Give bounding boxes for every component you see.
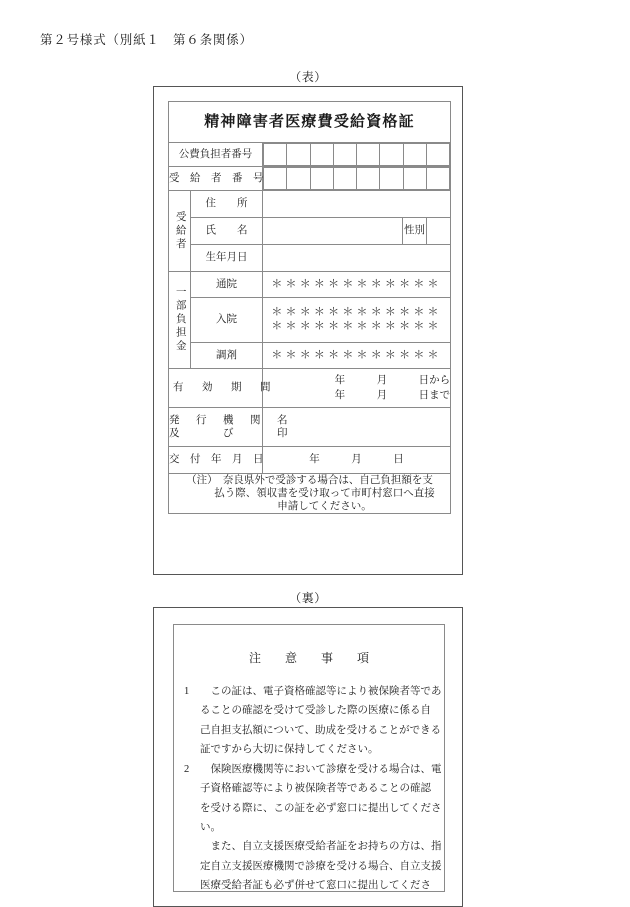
- copay-outpatient-row: [169, 272, 451, 298]
- public-payer-number-cells: [263, 143, 451, 167]
- birthdate-value[interactable]: [263, 245, 451, 272]
- front-note-marker: （注）: [186, 475, 213, 486]
- front-side-caption: （表）: [289, 70, 327, 84]
- front-note-row: [169, 474, 451, 514]
- name-value[interactable]: [263, 218, 403, 245]
- dispensing-label: 調剤: [191, 343, 263, 369]
- recipient-address-row: [169, 191, 451, 218]
- recipient-digit-cell[interactable]: [380, 168, 403, 190]
- issuer-label-line-1: 発 行 機 関 名: [169, 414, 291, 426]
- back-side-caption: （裏）: [289, 591, 327, 605]
- gender-value[interactable]: [427, 218, 451, 245]
- public-payer-digit-cell[interactable]: [380, 144, 403, 166]
- valid-period-value[interactable]: [263, 369, 451, 408]
- back-notice-title: 注 意 事 項: [248, 651, 375, 665]
- valid-period-label: 有 効 期 間: [169, 369, 263, 408]
- dispensing-value[interactable]: ＊＊＊＊＊＊＊＊＊＊＊＊: [263, 343, 451, 369]
- address-label: 住 所: [191, 191, 263, 218]
- front-note-line-3: 申請してください。: [277, 501, 372, 513]
- copay-inpatient-row: [169, 298, 451, 343]
- public-payer-digit-cell[interactable]: [287, 144, 310, 166]
- back-notice-item-1-number: 1: [184, 686, 190, 697]
- back-notice-item-2-extra-body: [200, 837, 442, 892]
- back-item-2-line-4: い。: [200, 821, 221, 833]
- name-label: 氏 名: [191, 218, 263, 245]
- recipient-name-row: [169, 218, 451, 245]
- address-value[interactable]: [263, 191, 451, 218]
- issuer-label-line-2: 及 び 印: [169, 428, 291, 439]
- gender-label: 性別: [403, 218, 427, 245]
- back-item-1-line-1: この証は、電子資格確認等により被保険者等であ: [200, 686, 442, 697]
- front-note-line-1: [169, 474, 450, 487]
- valid-period-to: 年 月 日まで: [334, 390, 451, 401]
- back-item-2-line-2: 子資格確認等により被保険者等であることの確認: [200, 783, 431, 795]
- valid-period-from: 年 月 日から: [334, 374, 451, 386]
- recipient-digit-cell[interactable]: [357, 168, 380, 190]
- form-number-heading: 第２号様式（別紙１ 第６条関係）: [40, 33, 253, 47]
- certificate-title: 精神障害者医療費受給資格証: [169, 102, 451, 143]
- back-notice-frame: [173, 624, 445, 892]
- outpatient-label: 通院: [191, 272, 263, 298]
- certificate-table: [168, 101, 451, 514]
- certificate-back-card: [153, 607, 463, 907]
- back-item-1-line-2: ることの確認を受けて受診した際の医療に係る自: [200, 705, 431, 717]
- issuer-row: [169, 408, 451, 447]
- back-item-2-extra-line-2: 定自立支援医療機関で診療を受ける場合、自立支援: [200, 860, 442, 872]
- public-payer-digit-cell[interactable]: [403, 144, 426, 166]
- front-note-text-1: 奈良県外で受診する場合は、自己負担額を支: [212, 475, 433, 486]
- back-item-1-line-4: 証ですから大切に保持してください。: [200, 744, 379, 756]
- issue-date-row: [169, 447, 451, 474]
- public-payer-number-row: [169, 143, 451, 167]
- recipient-number-cells: [263, 167, 451, 191]
- inpatient-label: 入院: [191, 298, 263, 343]
- recipient-digit-cell[interactable]: [264, 168, 287, 190]
- recipient-number-label: 受 給 者 番 号: [169, 167, 263, 191]
- public-payer-digit-cell[interactable]: [333, 144, 356, 166]
- recipient-birthdate-row: [169, 245, 451, 272]
- recipient-digit-cell[interactable]: [426, 168, 449, 190]
- outpatient-value[interactable]: ＊＊＊＊＊＊＊＊＊＊＊＊: [263, 272, 451, 298]
- back-notice-item-2: [184, 760, 442, 838]
- recipient-number-row: [169, 167, 451, 191]
- public-payer-digit-cell[interactable]: [426, 144, 449, 166]
- public-payer-number-label: 公費負担者番号: [169, 143, 263, 167]
- recipient-digit-cell[interactable]: [333, 168, 356, 190]
- inpatient-value-line-1: ＊＊＊＊＊＊＊＊＊＊＊＊: [271, 306, 442, 319]
- back-item-2-line-3: を受ける際に、この証を必ず窓口に提出してくださ: [200, 802, 442, 814]
- recipient-digit-cell[interactable]: [403, 168, 426, 190]
- valid-period-row: [169, 369, 451, 408]
- recipient-digit-cell[interactable]: [287, 168, 310, 190]
- title-row: [169, 102, 451, 143]
- back-notice-item-1-body: [200, 682, 442, 760]
- public-payer-digit-cell[interactable]: [264, 144, 287, 166]
- back-item-2-extra-line-3: 医療受給者証も必ず併せて窓口に提出してくださ: [200, 880, 431, 892]
- birthdate-label: 生年月日: [191, 245, 263, 272]
- front-note-line-2: 払う際、領収書を受け取って市町村窓口へ直接: [214, 488, 435, 500]
- recipient-group-label-text: 受給者: [174, 210, 186, 252]
- issue-date-label: 交 付 年 月 日: [169, 447, 263, 474]
- issuer-value[interactable]: [263, 408, 451, 447]
- inpatient-value-line-2: ＊＊＊＊＊＊＊＊＊＊＊＊: [271, 320, 442, 332]
- copay-group-label: [169, 272, 191, 369]
- copay-group-label-text: 一部負担金: [174, 286, 186, 354]
- back-notice-item-1: [184, 682, 442, 760]
- issue-date-value[interactable]: 年 月 日: [263, 447, 451, 474]
- public-payer-digit-cell[interactable]: [310, 144, 333, 166]
- recipient-group-label: [169, 191, 191, 272]
- back-notice-item-2-extra: [184, 837, 442, 892]
- front-note: [169, 474, 451, 514]
- issuer-label: [169, 408, 291, 447]
- back-item-2-extra-line-1: また、自立支援医療受給者証をお持ちの方は、指: [200, 841, 442, 853]
- inpatient-value[interactable]: [263, 298, 451, 343]
- back-notice-item-2-number: 2: [184, 763, 190, 775]
- certificate-front-card: [153, 86, 463, 575]
- copay-dispensing-row: [169, 343, 451, 369]
- public-payer-digit-cell[interactable]: [357, 144, 380, 166]
- recipient-digit-cell[interactable]: [310, 168, 333, 190]
- back-notice-item-2-body: [200, 760, 442, 838]
- back-item-1-line-3: 己自担支払額について、助成を受けることができる: [200, 724, 442, 736]
- back-item-2-line-1: 保険医療機関等において診療を受ける場合は、電: [200, 763, 442, 775]
